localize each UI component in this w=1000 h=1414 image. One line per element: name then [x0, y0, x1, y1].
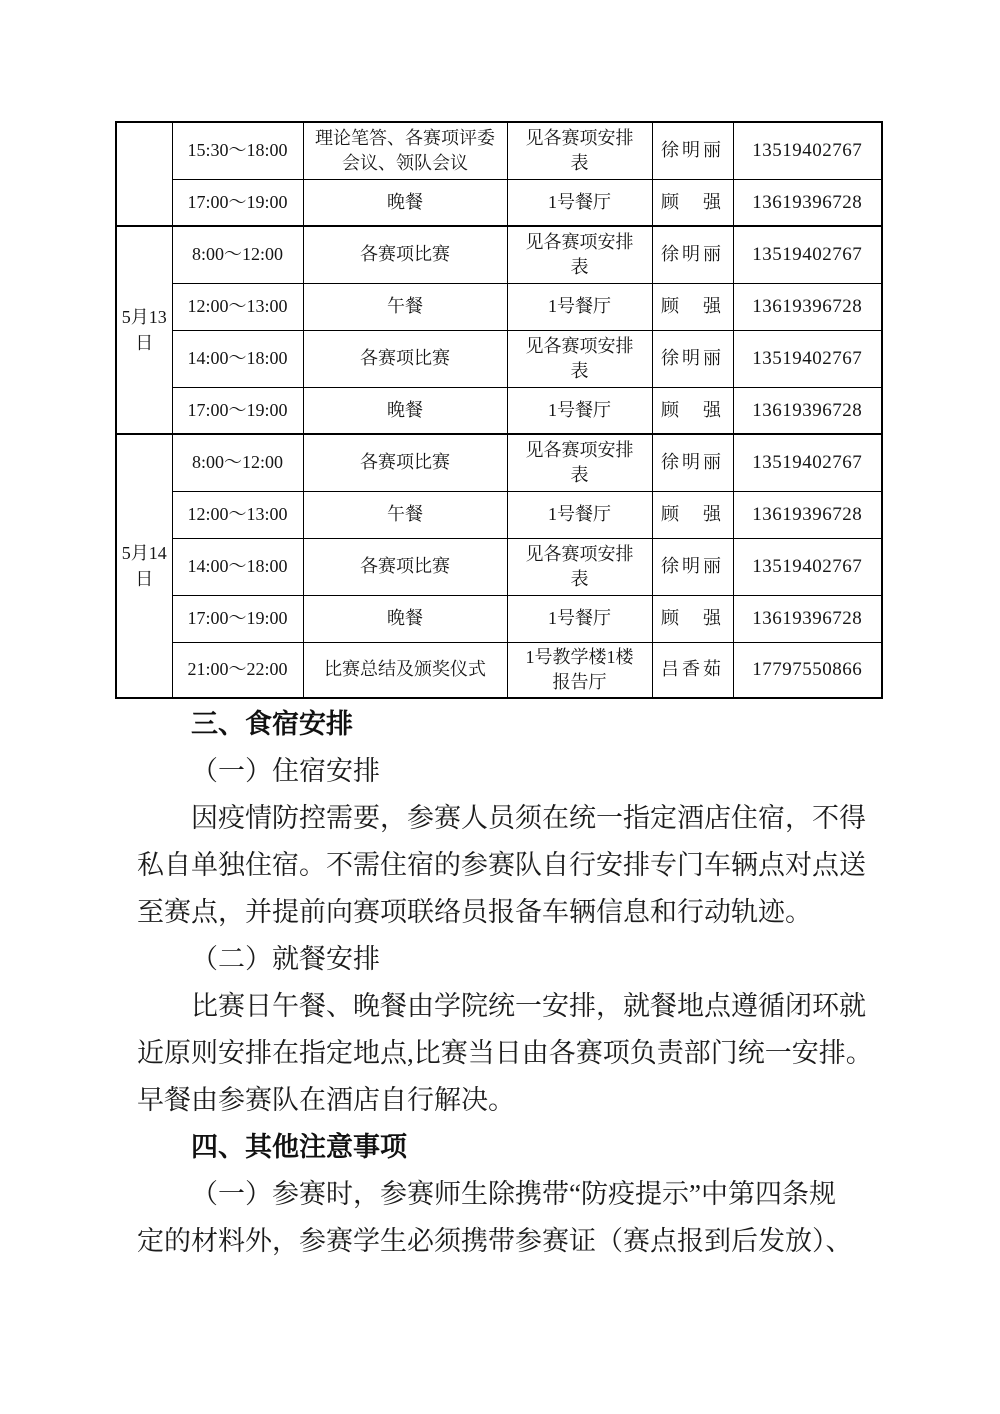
- contact-cell: 徐明丽: [652, 330, 733, 387]
- subsection-heading-lodging: （一）住宿安排: [191, 756, 380, 786]
- activity-cell: 晚餐: [303, 179, 507, 226]
- table-row: [116, 226, 882, 283]
- activity-cell: 各赛项比赛: [303, 538, 507, 595]
- paragraph-lodging: [137, 795, 885, 936]
- location-cell: 见各赛项安排表: [507, 330, 652, 387]
- phone-cell: 13619396728: [733, 595, 882, 642]
- time-cell: 21:00～22:00: [172, 642, 303, 698]
- location-cell: 1号餐厅: [507, 491, 652, 538]
- location-cell: 1号餐厅: [507, 595, 652, 642]
- contact-cell: 顾 强: [652, 283, 733, 330]
- time-cell: 8:00～12:00: [172, 226, 303, 283]
- table-row: [116, 538, 882, 595]
- contact-cell: 顾 强: [652, 595, 733, 642]
- contact-cell: 顾 强: [652, 491, 733, 538]
- time-cell: 8:00～12:00: [172, 434, 303, 491]
- phone-cell: 13619396728: [733, 179, 882, 226]
- date-cell: 5月13日: [116, 226, 172, 434]
- activity-cell: 理论笔答、各赛项评委会议、领队会议: [303, 122, 507, 179]
- activity-cell: 各赛项比赛: [303, 330, 507, 387]
- phone-cell: 13619396728: [733, 387, 882, 434]
- contact-cell: 徐明丽: [652, 226, 733, 283]
- phone-cell: 13519402767: [733, 122, 882, 179]
- table-row: [116, 491, 882, 538]
- activity-cell: 午餐: [303, 491, 507, 538]
- date-cell: [116, 122, 172, 226]
- time-cell: 17:00～19:00: [172, 595, 303, 642]
- location-cell: 见各赛项安排表: [507, 434, 652, 491]
- activity-cell: 晚餐: [303, 387, 507, 434]
- phone-cell: 13519402767: [733, 538, 882, 595]
- activity-cell: 比赛总结及颁奖仪式: [303, 642, 507, 698]
- location-cell: 1号教学楼1楼报告厅: [507, 642, 652, 698]
- phone-cell: 13619396728: [733, 491, 882, 538]
- paragraph-line: 因疫情防控需要，参赛人员须在统一指定酒店住宿，不得: [191, 803, 866, 833]
- phone-cell: 13519402767: [733, 434, 882, 491]
- subsection-heading-dining: （二）就餐安排: [191, 944, 380, 974]
- table-row: [116, 122, 882, 179]
- activity-cell: 各赛项比赛: [303, 226, 507, 283]
- document-body: [137, 701, 885, 1265]
- table-row: [116, 434, 882, 491]
- paragraph-line: 比赛日午餐、晚餐由学院统一安排，就餐地点遵循闭环就: [191, 991, 866, 1021]
- paragraph-line: （一）参赛时，参赛师生除携带“防疫提示”中第四条规: [191, 1179, 836, 1209]
- paragraph-line: 定的材料外，参赛学生必须携带参赛证（赛点报到后发放）、: [137, 1226, 853, 1256]
- paragraph-line: 私自单独住宿。不需住宿的参赛队自行安排专门车辆点对点送: [137, 850, 866, 880]
- activity-cell: 午餐: [303, 283, 507, 330]
- contact-cell: 吕香茹: [652, 642, 733, 698]
- table-group-may-14: [116, 434, 882, 698]
- table-row: [116, 179, 882, 226]
- phone-cell: 13619396728: [733, 283, 882, 330]
- location-cell: 1号餐厅: [507, 387, 652, 434]
- contact-cell: 徐明丽: [652, 538, 733, 595]
- table-row: [116, 387, 882, 434]
- location-cell: 见各赛项安排表: [507, 122, 652, 179]
- phone-cell: 13519402767: [733, 226, 882, 283]
- time-cell: 14:00～18:00: [172, 538, 303, 595]
- table-row: [116, 330, 882, 387]
- section-heading-other-notes: 四、其他注意事项: [191, 1132, 407, 1162]
- time-cell: 15:30～18:00: [172, 122, 303, 179]
- phone-cell: 17797550866: [733, 642, 882, 698]
- location-cell: 见各赛项安排表: [507, 226, 652, 283]
- table-row: [116, 595, 882, 642]
- contact-cell: 徐明丽: [652, 434, 733, 491]
- time-cell: 17:00～19:00: [172, 179, 303, 226]
- schedule-table: [115, 121, 883, 699]
- activity-cell: 晚餐: [303, 595, 507, 642]
- paragraph-other-notes: [137, 1171, 885, 1265]
- location-cell: 1号餐厅: [507, 179, 652, 226]
- time-cell: 12:00～13:00: [172, 283, 303, 330]
- table-row: [116, 642, 882, 698]
- time-cell: 12:00～13:00: [172, 491, 303, 538]
- table-row: [116, 283, 882, 330]
- date-cell: 5月14日: [116, 434, 172, 698]
- activity-cell: 各赛项比赛: [303, 434, 507, 491]
- time-cell: 17:00～19:00: [172, 387, 303, 434]
- section-heading-lodging-meals: 三、食宿安排: [191, 709, 353, 739]
- paragraph-dining: [137, 983, 885, 1124]
- location-cell: 1号餐厅: [507, 283, 652, 330]
- contact-cell: 顾 强: [652, 387, 733, 434]
- phone-cell: 13519402767: [733, 330, 882, 387]
- contact-cell: 顾 强: [652, 179, 733, 226]
- table-group-may-13: [116, 226, 882, 434]
- table-group-continued: [116, 122, 882, 226]
- time-cell: 14:00～18:00: [172, 330, 303, 387]
- paragraph-line: 早餐由参赛队在酒店自行解决。: [137, 1085, 515, 1115]
- contact-cell: 徐明丽: [652, 122, 733, 179]
- paragraph-line: 近原则安排在指定地点,比赛当日由各赛项负责部门统一安排。: [137, 1038, 873, 1068]
- paragraph-line: 至赛点，并提前向赛项联络员报备车辆信息和行动轨迹。: [137, 897, 812, 927]
- location-cell: 见各赛项安排表: [507, 538, 652, 595]
